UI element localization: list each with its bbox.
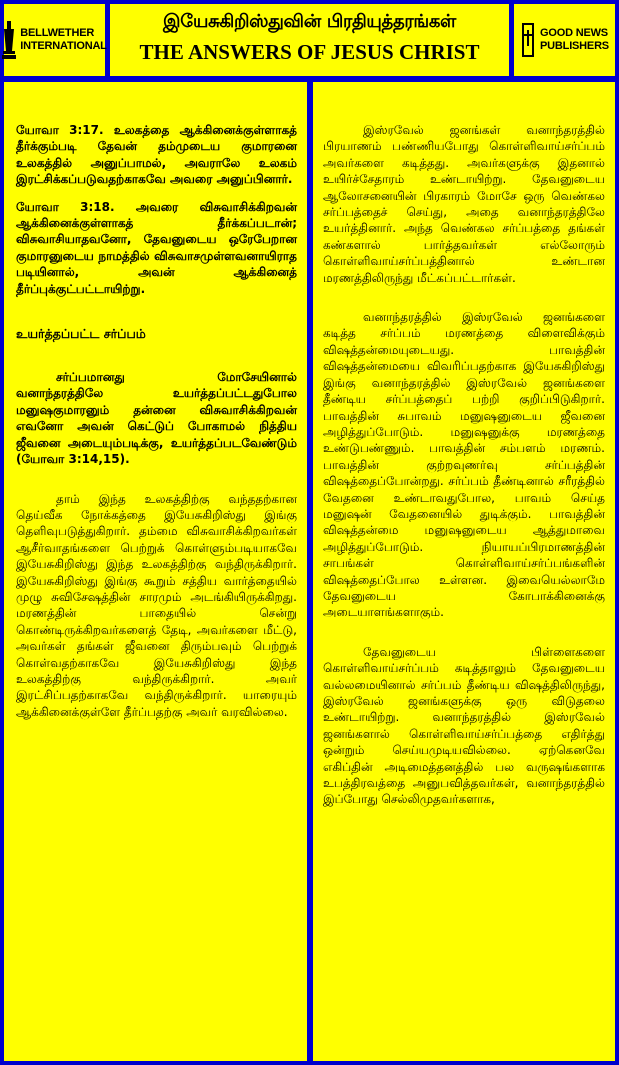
verse-john-3-18: யோவா 3:18. அவரை விசுவாசிக்கிறவன் ஆக்கினைக்குள்ளாகத் தீர்க்கப்படான்; விசுவாசியாதவனோ, தேவனுடைய ஒரேபேறான குமாரனுடைய நாமத்தில் விசுவாசமுள்ளவனாயிராத படியினால், அவன் ஆக்கினைத் தீர்ப்புக்குட்பட்டாயிற்று. bbox=[16, 199, 297, 296]
right-logo-line1: GOOD NEWS bbox=[540, 27, 608, 39]
body-paragraph: வனாந்தரத்தில் இஸ்ரவேல் ஜனங்களை கடித்த சர்ப்பம் மரணத்தை விளைவிக்கும் விஷத்தன்மையுடையது. பாவத்தின் விஷத்தன்மையை விவரிப்பதற்காக இயேசுகிறிஸ்து இங்கு வனாந்தரத்தில் இஸ்ரவேல் ஜனங்களை தீண்டிய சர்ப்பத்தைப் பற்றி குறிப்பிடுகிறார். பாவத்தின் சுபாவம் மனுஷனுடைய ஜீவனை அழித்துப்போடும். மனுஷனுக்கு மரணத்தை உண்டுபண்ணும். பாவத்தின் சம்பளம் மரணம். பாவத்தின் குற்றவுணர்வு சர்ப்பத்தின் விஷத்தைப்போன்றது. சர்ப்பம் தீண்டினால் சரீரத்தில் வேதனை உண்டாவதுபோல, பாவம் செய்த மனுஷன் வேதனையில் துடிக்கும். பாவத்தின் விஷத்தன்மை மனுஷனுடைய ஆத்துமாவை அழித்துப்போடும். நியாயப்பிரமாணத்தின் சாபங்கள் கொள்ளிவாய்சர்ப்பங்களின் விஷத்தைப்போல உள்ளன. இவையெல்லாமே தேவனுடைய கோபாக்கினைக்கு அடையாளங்களாகும். bbox=[323, 310, 605, 620]
right-logo-line2: PUBLISHERS bbox=[540, 40, 609, 52]
left-logo-line1: BELLWETHER bbox=[20, 27, 95, 39]
intro-paragraph: சர்ப்பமானது மோசேயினால் வனாந்தரத்திலே உயர்த்தப்பட்டதுபோல மனுஷகுமாரனும் தன்னை விசுவாசிக்கிறவன் எவனோ அவன் கெட்டுப் போகாமல் நித்திய ஜீவனை அடையும்படிக்கு, உயர்த்தப்படவேண்டும் (யோவா 3:14,15). bbox=[16, 370, 297, 467]
right-column bbox=[313, 82, 615, 1061]
body-paragraph: தாம் இந்த உலகத்திற்கு வந்ததற்கான தெய்வீக நோக்கத்தை இயேசுகிறிஸ்து இங்கு தெளிவுபடுத்துகிறார். தம்மை விசுவாசிக்கிறவர்கள் ஆசீர்வாதங்களை பெற்றுக் கொள்ளும்படியாகவே இயேசுகிறிஸ்து இந்த உலகத்திற்கு வந்திருக்கிறார். இயேசுகிறிஸ்து இங்கு கூறும் சத்திய வார்த்தையில் முழு சுவிசேஷத்தின் சாரமும் அடங்கியிருக்கிறது. மரணத்தின் பாதையில் சென்று கொண்டிருக்கிறவர்களைத் தேடி, அவர்களை மீட்டு, அவர்கள் தங்கள் ஜீவனை திரும்பவும் பெற்றுக் கொள்வதற்காகவே இயேசுகிறிஸ்து இந்த உலகத்திற்கு வந்திருக்கிறார். அவர் இரட்சிப்பதற்காகவே வந்திருக்கிறார். யாரையும் ஆக்கினைக்குள்ளே தீர்ப்பதற்கு அவர் வரவில்லை. bbox=[16, 491, 297, 719]
body-paragraph: தேவனுடைய பிள்ளைகளை கொள்ளிவாய்சர்ப்பம் கடித்தாலும் தேவனுடைய வல்லமையினால் சர்ப்பம் தீண்டிய விஷத்திலிருந்து, இஸ்ரவேல் ஜனங்களுக்கு ஒரு விடுதலை உண்டாயிற்று. வனாந்தரத்தில் இஸ்ரவேல் ஜனங்களால் கொள்ளிவாய்சர்ப்பத்தை எதிர்த்து ஒன்றும் செய்யமுடியவில்லை. ஏற்கெனவே எகிப்தின் அடிமைத்தனத்தில் பல வருஷங்களாக உபத்திரவத்தை அனுபவித்தவர்கள், வனாந்தரத்தில் இப்போது செல்லிமுதவர்களாக, bbox=[323, 644, 605, 807]
bellwether-logo bbox=[4, 4, 105, 76]
good-news-logo bbox=[514, 4, 615, 76]
left-logo-line2: INTERNATIONAL bbox=[20, 40, 107, 52]
section-heading: உயர்த்தப்பட்ட சர்ப்பம் bbox=[16, 326, 146, 342]
title-english: THE ANSWERS OF JESUS CHRIST bbox=[139, 40, 480, 64]
body-paragraph: இஸ்ரவேல் ஜனங்கள் வனாந்தரத்தில் பிரயாணம் பண்ணியபோது கொள்ளிவாய்சர்ப்பம் அவர்களை கடித்தது. அவர்களுக்கு இதனால் உயிர்ச்சேதாரம் உண்டாயிற்று. தேவனுடைய ஆலோசனையின் பிரகாரம் மோசே ஒரு வெண்கல சர்ப்பத்தைச் செய்து, அதை வனாந்தரத்திலே உயர்த்தினார். அந்த வெண்கல சர்ப்பத்தை தங்கள் கண்களால் பார்த்தவர்கள் எல்லோரும் கொள்ளிவாய்சர்ப்பத்தினால் உண்டான மரணத்திலிருந்து மீட்கப்பட்டார்கள். bbox=[323, 123, 605, 285]
verse-john-3-17: யோவா 3:17. உலகத்தை ஆக்கினைக்குள்ளாகத் தீர்க்கும்படி தேவன் தம்முடைய குமாரனை உலகத்தில் அனுப்பாமல், அவராலே உலகம் இரட்சிக்கப்படுவதற்காகவே அவரை அனுப்பினார். bbox=[16, 123, 297, 187]
left-column bbox=[4, 82, 307, 1061]
title-tamil: இயேசுகிறிஸ்துவின் பிரதியுத்தரங்கள் bbox=[162, 11, 456, 32]
bible-icon bbox=[520, 21, 536, 59]
title-banner bbox=[110, 4, 509, 76]
lamp-icon bbox=[2, 21, 16, 59]
